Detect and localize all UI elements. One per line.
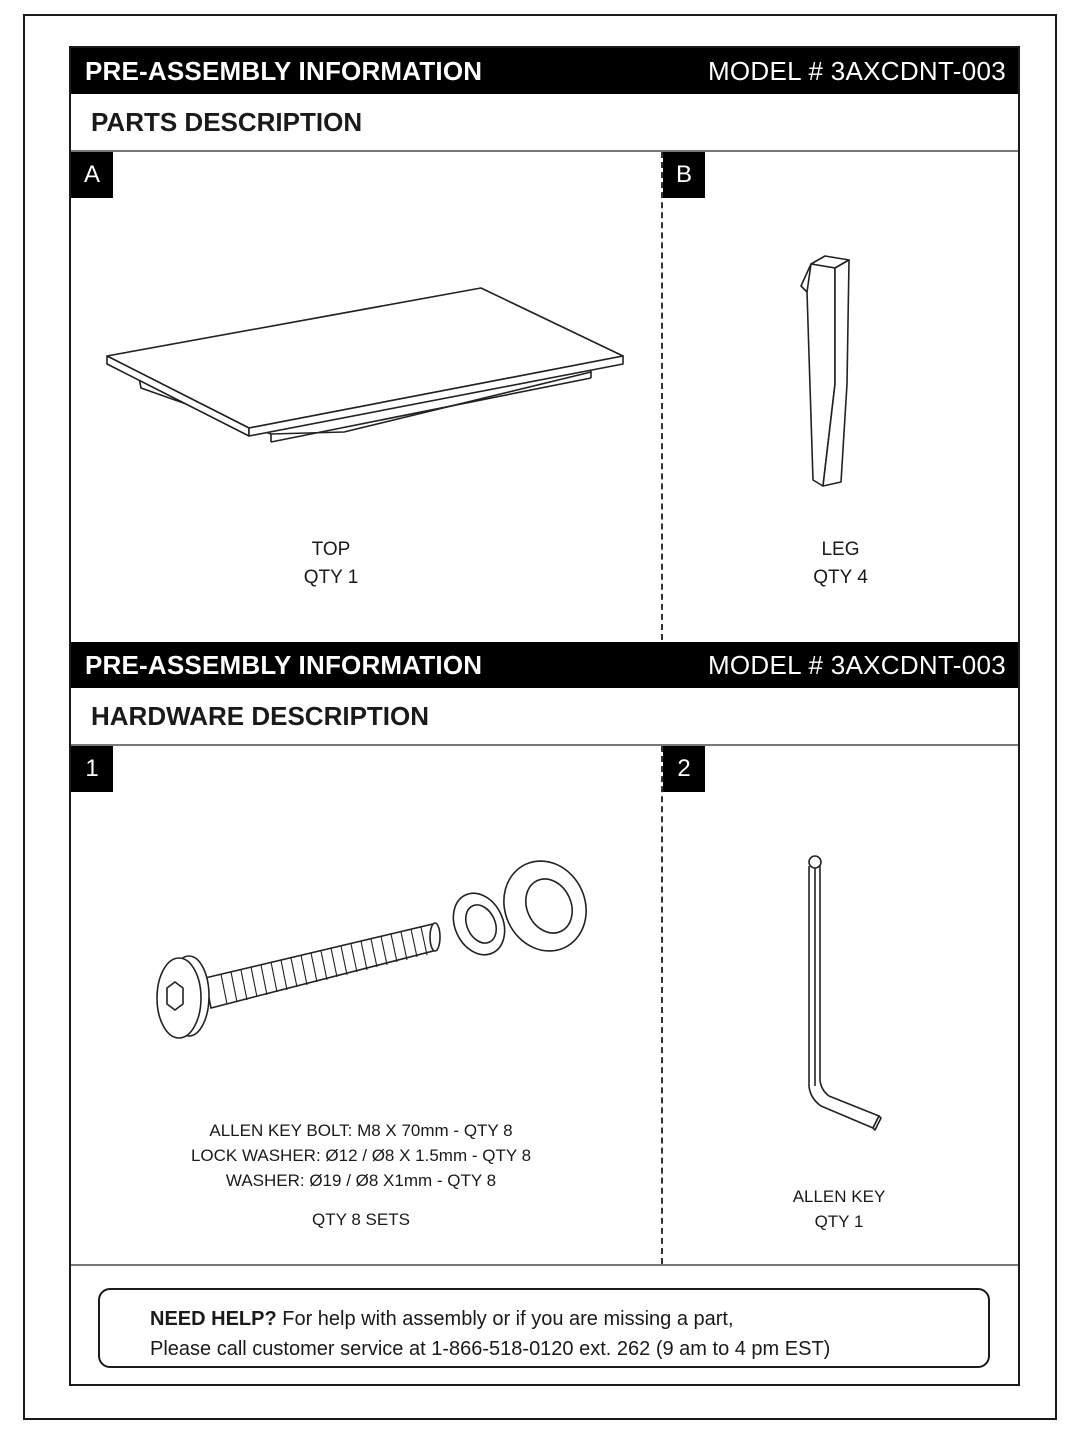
parts-section-title: PARTS DESCRIPTION bbox=[91, 106, 363, 137]
hardware-panel-2 bbox=[663, 746, 1018, 1264]
hardware-1-qty: QTY 8 SETS bbox=[312, 1210, 410, 1229]
part-a-caption bbox=[71, 536, 591, 592]
part-letter-b: B bbox=[663, 152, 705, 198]
lock-washer-spec: LOCK WASHER: Ø12 / Ø8 X 1.5mm - QTY 8 bbox=[190, 1146, 532, 1165]
help-text-1: For help with assembly or if you are missing a part, bbox=[282, 1308, 734, 1330]
instruction-sheet bbox=[69, 46, 1020, 1386]
part-panel-a bbox=[71, 152, 661, 640]
part-a-qty: QTY 1 bbox=[303, 567, 359, 588]
part-a-name: TOP bbox=[311, 539, 351, 560]
hardware-1-specs bbox=[71, 1118, 651, 1232]
hardware-number-1: 1 bbox=[71, 746, 113, 792]
parts-description-heading bbox=[71, 94, 1018, 152]
help-line-1 bbox=[150, 1304, 988, 1334]
part-letter-a: A bbox=[71, 152, 113, 198]
header-title-2: PRE-ASSEMBLY INFORMATION bbox=[85, 649, 483, 680]
header-bar-parts bbox=[71, 48, 1018, 94]
hardware-2-name: ALLEN KEY bbox=[792, 1187, 886, 1206]
header-bar-hardware bbox=[71, 642, 1018, 688]
bolt-spec: ALLEN KEY BOLT: M8 X 70mm - QTY 8 bbox=[209, 1121, 513, 1140]
help-box bbox=[98, 1288, 990, 1368]
part-b-qty: QTY 4 bbox=[813, 567, 868, 588]
model-number: MODEL # 3AXCDNT-003 bbox=[707, 55, 1006, 86]
hardware-2-qty: QTY 1 bbox=[814, 1212, 864, 1231]
footer-divider bbox=[71, 1264, 1018, 1266]
help-label: NEED HELP? bbox=[150, 1308, 277, 1330]
hardware-2-caption bbox=[663, 1184, 1015, 1234]
part-b-name: LEG bbox=[821, 539, 860, 560]
hardware-number-2: 2 bbox=[663, 746, 705, 792]
hardware-panel-1 bbox=[71, 746, 661, 1264]
header-title: PRE-ASSEMBLY INFORMATION bbox=[85, 55, 483, 86]
part-b-caption bbox=[663, 536, 1018, 592]
part-panel-b bbox=[663, 152, 1018, 640]
help-text-2: Please call customer service at 1-866-518-0120 ext. 262 (9 am to 4 pm EST) bbox=[150, 1338, 831, 1360]
washer-spec: WASHER: Ø19 / Ø8 X1mm - QTY 8 bbox=[225, 1171, 497, 1190]
model-number-2: MODEL # 3AXCDNT-003 bbox=[707, 649, 1006, 680]
hardware-section-title: HARDWARE DESCRIPTION bbox=[91, 700, 430, 731]
hardware-description-heading bbox=[71, 688, 1018, 746]
